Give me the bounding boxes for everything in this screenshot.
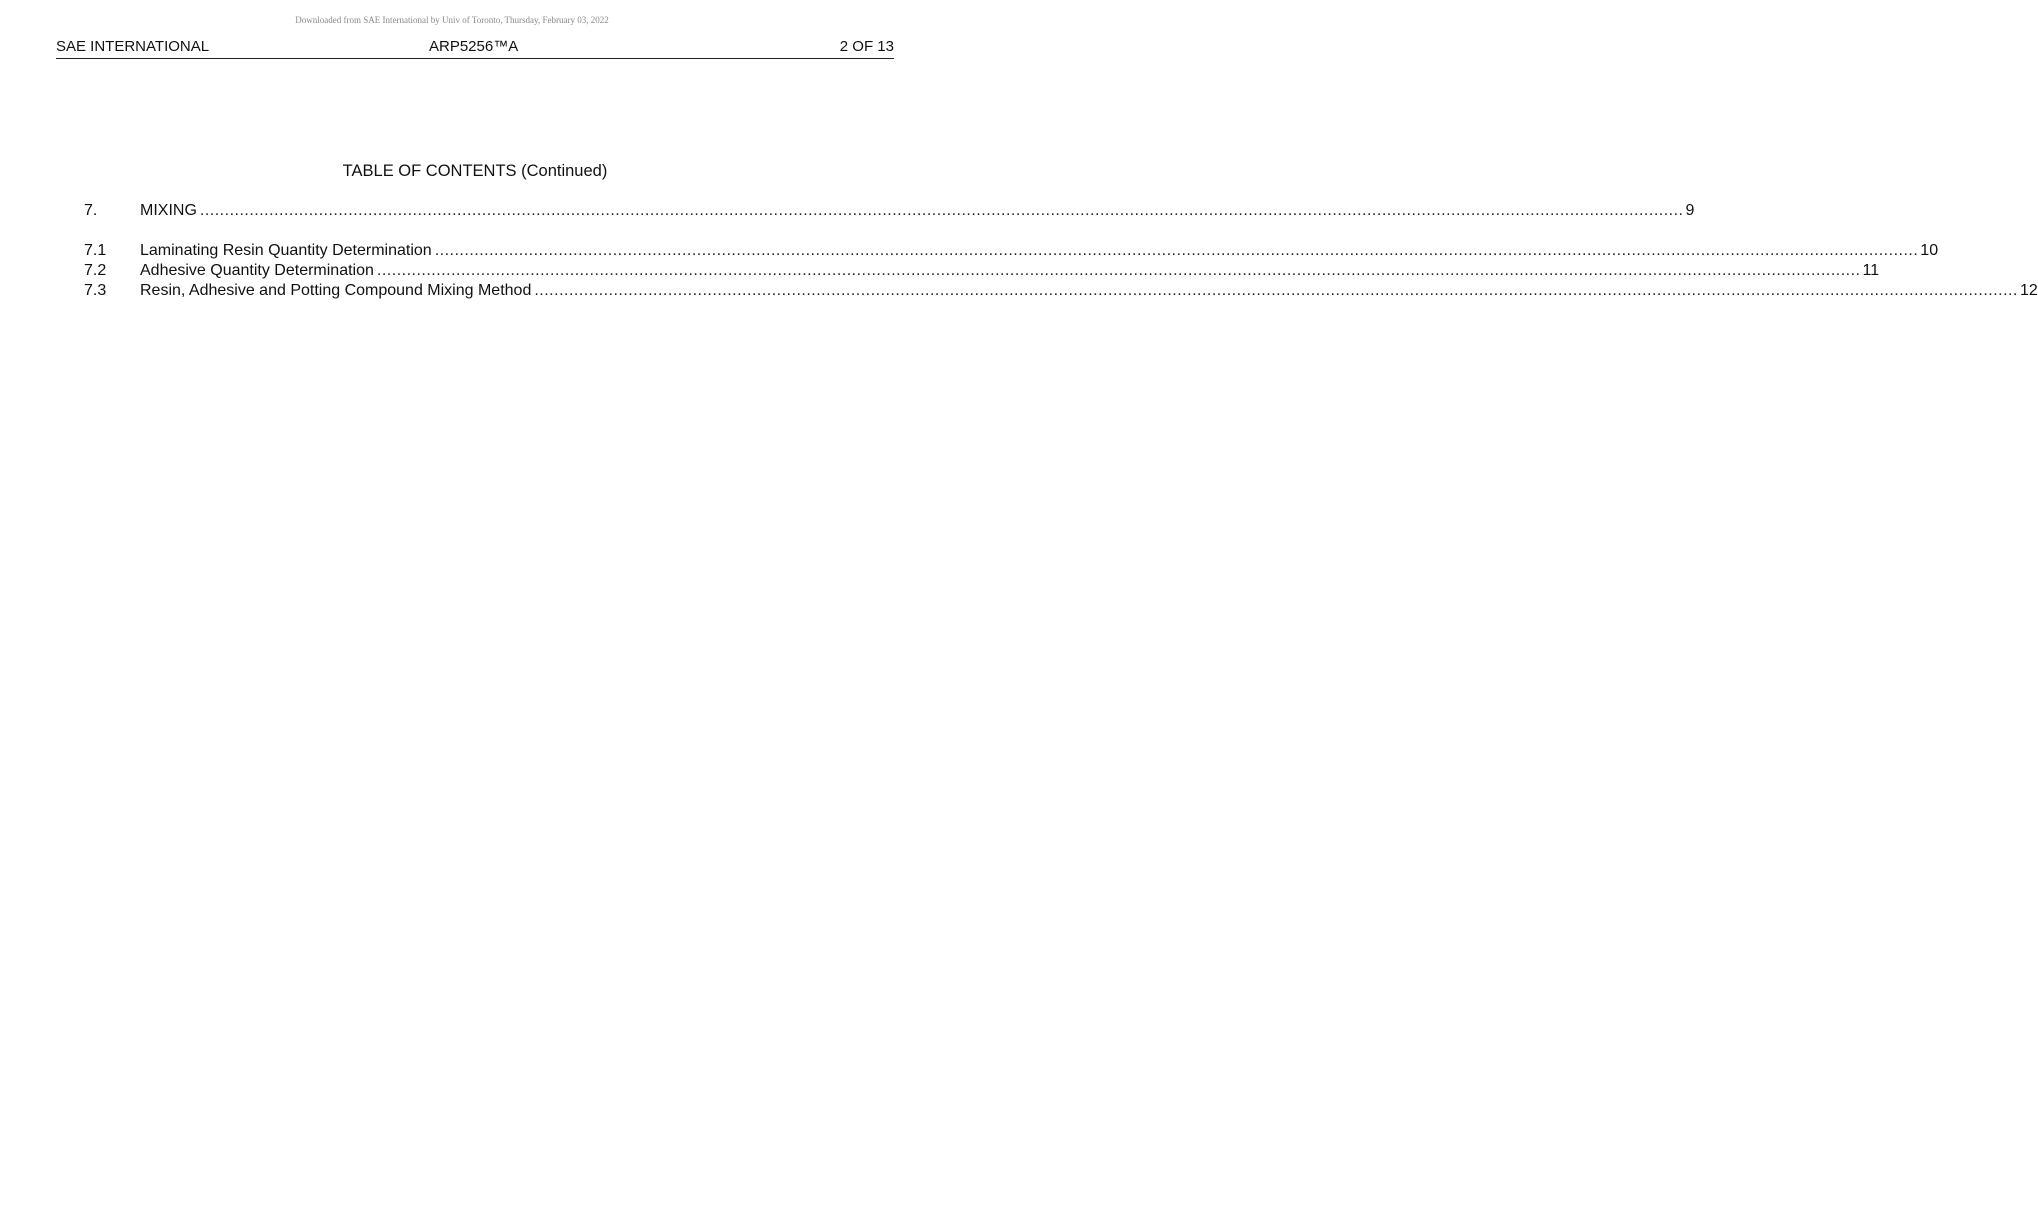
toc-entry[interactable] — [84, 281, 2038, 301]
toc-entry-title: Laminating Resin Quantity Determination — [140, 242, 432, 259]
toc-entry-title: Resin, Adhesive and Potting Compound Mixing Method — [140, 282, 532, 299]
toc-entry-number: 7.1 — [84, 242, 107, 259]
toc-entry-page: 10 — [1920, 242, 1939, 259]
toc-title: TABLE OF CONTENTS (Continued) — [342, 162, 608, 180]
toc-entry[interactable] — [84, 241, 1939, 261]
toc-dot-leader: ............................................................................................................................................................................................................................................................................................................ — [434, 242, 1919, 259]
toc-entry[interactable] — [84, 201, 1695, 221]
toc-dot-leader: ............................................................................................................................................................................................................................................................................................................ — [376, 262, 1861, 279]
toc-entry-page: 11 — [1862, 262, 1880, 279]
toc-entry-title: MIXING — [140, 202, 197, 219]
download-watermark: Downloaded from SAE International by Univ of Toronto, Thursday, February 03, 2022 — [295, 15, 609, 25]
publisher-name: SAE INTERNATIONAL — [56, 38, 210, 55]
toc-entry-number: 7.2 — [84, 262, 107, 279]
toc-entry-page: 9 — [1685, 202, 1695, 219]
page-header — [56, 38, 894, 59]
toc-dot-leader: ............................................................................................................................................................................................................................................................................................................ — [534, 282, 2018, 299]
toc-dot-leader: ............................................................................................................................................................................................................................................................................................................ — [199, 202, 1684, 219]
toc-entry-title: Adhesive Quantity Determination — [140, 262, 374, 279]
page-indicator: 2 OF 13 — [839, 38, 894, 55]
toc-entry[interactable] — [84, 261, 1880, 281]
toc-entry-page: 12 — [2019, 282, 2038, 299]
toc-entry-number: 7. — [84, 202, 98, 219]
document-number: ARP5256™A — [429, 38, 519, 55]
toc-entry-number: 7.3 — [84, 282, 107, 299]
